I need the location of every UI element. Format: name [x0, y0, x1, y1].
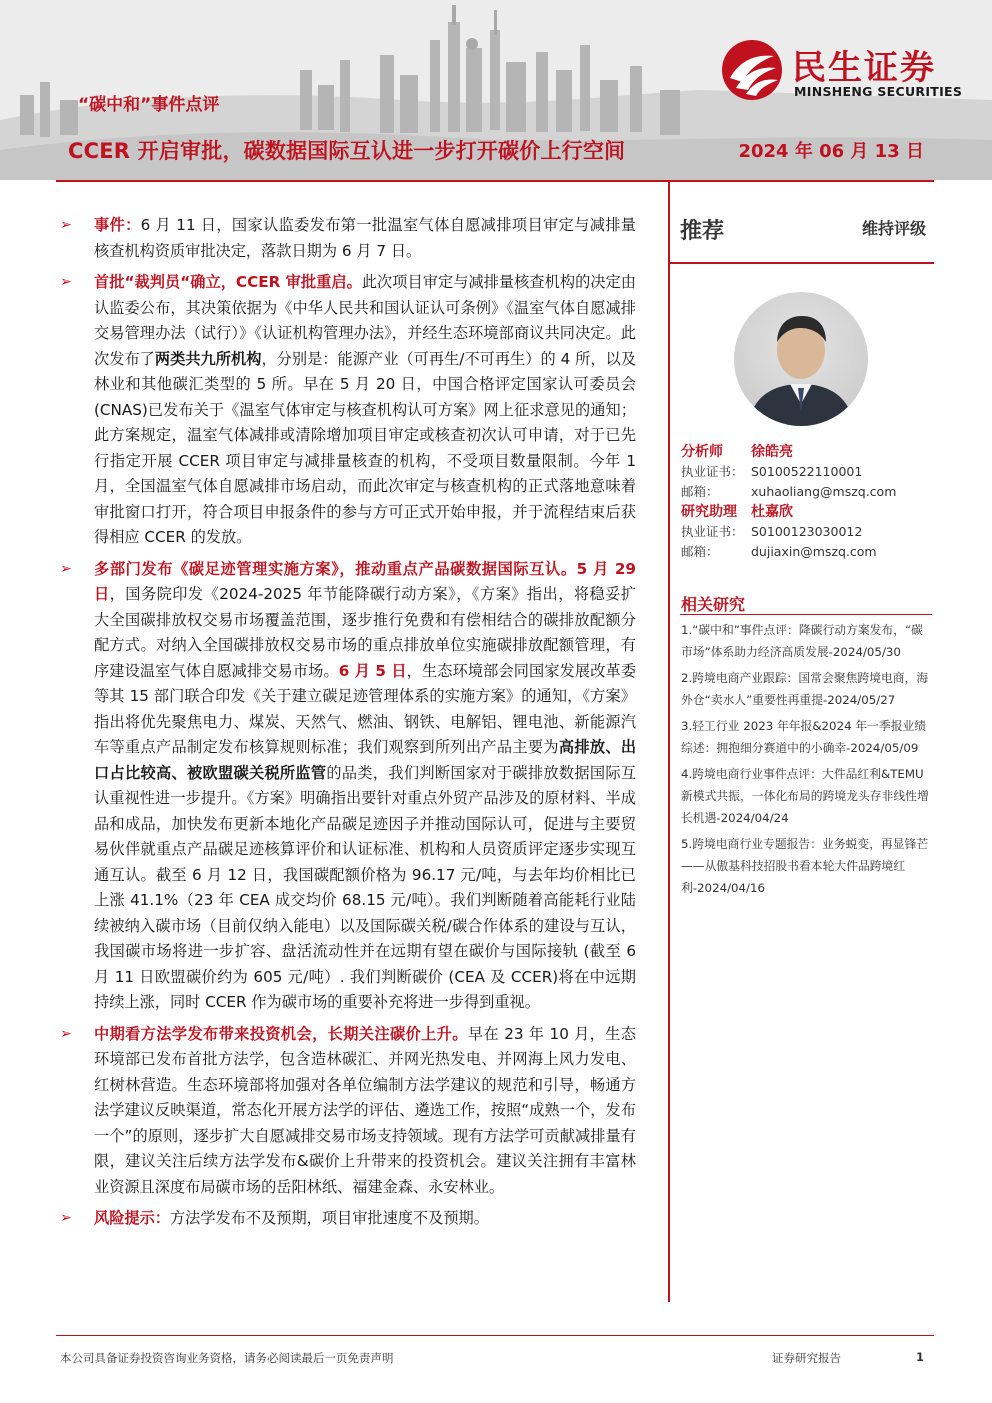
- related-research-list: [681, 619, 929, 903]
- rating-note: 维持评级: [861, 219, 926, 238]
- arrow-bullet-icon: ➢: [60, 1025, 72, 1042]
- report-body: [60, 213, 636, 1238]
- sidebar-divider: [670, 262, 934, 264]
- footer-disclaimer: 本公司具备证券投资咨询业务资格，请务必阅读最后一页免责声明: [60, 1351, 394, 1365]
- email-label: 邮箱：: [681, 544, 719, 559]
- assistant-cert: S0100123030012: [751, 524, 863, 539]
- logo-text-cn: 民生证券: [792, 48, 936, 88]
- minsheng-logo: [720, 36, 970, 106]
- paragraph-methodology: [60, 1022, 636, 1201]
- arrow-bullet-icon: ➢: [60, 560, 72, 577]
- paragraph-text: 此次项目审定与减排量核查机构的决定由认监委公布，其决策依据为《中华人民共和国认证认可条例》《温室气体自愿减排交易管理办法（试行）》《认证机构管理办法》，并经生态环境部商议共同决定。此次发布了: [94, 273, 636, 368]
- report-date: 2024 年 06 月 13 日: [738, 141, 924, 162]
- analyst-name-row: [681, 442, 931, 462]
- paragraph-risk: [60, 1206, 636, 1232]
- paragraph-lead: 风险提示：: [94, 1209, 170, 1227]
- cert-label: 执业证书：: [681, 524, 744, 539]
- paragraph-emphasis: 两类共九所机构: [154, 349, 262, 368]
- related-research-item[interactable]: 1.“碳中和”事件点评：降碳行动方案发布，“碳市场”体系助力经济高质发展-2024/05/30: [681, 623, 923, 659]
- analyst-label: 分析师: [681, 444, 723, 460]
- column-divider: [668, 182, 670, 1302]
- analyst-portrait-icon: [734, 292, 868, 426]
- assistant-name: 杜嘉欣: [751, 504, 793, 520]
- sidebar: [680, 200, 934, 262]
- paragraph-emphasis: 高排放、出口占比较高、被欧盟碳关税所监管: [94, 738, 637, 782]
- related-research-divider: [680, 614, 932, 615]
- analyst-cert-row: [681, 462, 931, 482]
- paragraph-text: 6 月 11 日，国家认监委发布第一批温室气体自愿减排项目审定与减排量核查机构资质审批决定，落款日期为 6 月 7 日。: [94, 216, 636, 260]
- related-research-item[interactable]: 3.轻工行业 2023 年年报&2024 年一季报业绩综述：拥抱细分赛道中的小确幸-2024/05/09: [681, 719, 927, 755]
- header-divider: [56, 180, 934, 182]
- logo-mark-icon: [720, 38, 784, 102]
- email-label: 邮箱：: [681, 484, 719, 499]
- assistant-email-row: [681, 542, 931, 562]
- assistant-name-row: [681, 502, 931, 522]
- paragraph-text: 方法学发布不及预期，项目审批速度不及预期。: [169, 1209, 489, 1227]
- header-banner: [0, 0, 992, 180]
- paragraph-text: ，国务院印发《2024-2025 年节能降碳行动方案》，《方案》指出，将稳妥扩大全国碳排放权交易市场覆盖范围，逐步推行免费和有偿相结合的碳排放配额分配方式。对纳入全国碳排放权交易市场的重点排放单位实施碳排放配额管理，有序建设温室气体自愿减排交易市场。: [94, 585, 636, 680]
- analyst-email[interactable]: xuhaoliang@mszq.com: [751, 484, 897, 499]
- paragraph-emphasis: 5 月 29 日: [94, 559, 637, 603]
- paragraph-lead: 首批“裁判员“确立，CCER 审批重启。: [94, 273, 362, 291]
- paragraph-text: 早在 23 年 10 月，生态环境部已发布首批方法学，包含造林碳汇、并网光热发电、并网海上风力发电、红树林营造。生态环境部将加强对各单位编制方法学建议的规范和引导，畅通方法学建议反映渠道，常态化开展方法学的评估、遴选工作，按照“成熟一个，发布一个”的原则，逐步扩大自愿减排交易市场支持领域。现有方法学可贡献减排量有限，建议关注后续方法学发布&碳价上升带来的投资机会。建议关注拥有丰富林业资源且深度布局碳市场的岳阳林纸、福建金森、永安林业。: [94, 1024, 637, 1196]
- footer-doc-type: 证券研究报告: [772, 1351, 841, 1365]
- report-category-tag: “碳中和”事件点评: [78, 95, 220, 115]
- paragraph-emphasis: 6 月 5 日: [338, 661, 407, 680]
- rating-value: 推荐: [680, 219, 725, 244]
- paragraph-ccer-restart: [60, 270, 636, 551]
- analyst-info: [681, 442, 931, 562]
- analyst-avatar: [734, 292, 868, 426]
- related-research-item[interactable]: 4.跨境电商行业事件点评：大件品红利&TEMU 新模式共振，一体化布局的跨境龙头存非线性增长机遇-2024/04/24: [681, 767, 929, 825]
- related-research-title: 相关研究: [681, 595, 746, 614]
- assistant-cert-row: [681, 522, 931, 542]
- assistant-email[interactable]: dujiaxin@mszq.com: [751, 544, 877, 559]
- page-number: 1: [916, 1350, 925, 1364]
- analyst-cert: S0100522110001: [751, 464, 863, 479]
- paragraph-carbon-footprint: [60, 557, 636, 1016]
- assistant-label: 研究助理: [681, 504, 737, 520]
- paragraph-event: [60, 213, 636, 264]
- footer-divider: [56, 1335, 934, 1336]
- paragraph-text: 的品类，我们判断国家对于碳排放数据国际互认重视性进一步提升。《方案》明确指出要针对重点外贸产品涉及的原材料、半成品和成品，加快发布更新本地化产品碳足迹因子并推动国际认可，促进与主要贸易伙伴就重点产品碳足迹核算评价和认证标准、机构和人员资质评定逐步实现互通互认。截至 6 月 12 日，我国碳配额价格为 96.17 元/吨，与去年均价相比已上涨 41.1%（23 年 CEA 成交均价 68.15 元/吨）。我们判断随着高能耗行业陆续被纳入碳市场（目前仅纳入能电）以及国际碳关税/碳合作体系的建设与互认，我国碳市场将进一步扩容、盘活流动性并在远期有望在碳价与国际接轨 (截至 6 月 11 日欧盟碳价约为 605 元/吨）. 我们判断碳价 (CEA 及 CCER)将在中远期持续上涨，同时 CCER 作为碳市场的重要补充将进一步得到重视。: [94, 763, 637, 1011]
- paragraph-text: ，分别是：能源产业（可再生/不可再生）的 4 所，以及林业和其他碳汇类型的 5 所。早在 5 月 20 日，中国合格评定国家认可委员会(CNAS)已发布关于《温室气体审定与核查机构认可方案》网上征求意见的通知；此方案规定，温室气体减排或清除增加项目审定或核查初次认可申请，对于已先行指定开展 CCER 项目审定与减排量核查的机构，不受项目数量限制。今年 1 月，全国温室气体自愿减排市场启动，而此次审定与核查机构的正式落地意味着审批窗口打开，符合项目申报条件的参与方可正式开始申报，并于流程结束后获得相应 CCER 的发放。: [94, 349, 637, 546]
- rating-row: [680, 200, 934, 262]
- paragraph-lead: 多部门发布《碳足迹管理实施方案》，推动重点产品碳数据国际互认。: [94, 559, 577, 578]
- logo-text-en: MINSHENG SECURITIES: [794, 84, 963, 99]
- paragraph-lead: 中期看方法学发布带来投资机会，长期关注碳价上升。: [94, 1024, 468, 1043]
- report-title: CCER 开启审批，碳数据国际互认进一步打开碳价上行空间: [68, 139, 626, 163]
- analyst-name: 徐皓亮: [751, 444, 793, 460]
- analyst-email-row: [681, 482, 931, 502]
- related-research-item[interactable]: 2.跨境电商产业跟踪：国常会聚焦跨境电商，海外仓“卖水人”重要性再重提-2024/05/27: [681, 671, 929, 707]
- paragraph-text: ，生态环境部会同国家发展改革委等其 15 部门联合印发《关于建立碳足迹管理体系的实施方案》的通知，《方案》指出将优先聚焦电力、煤炭、天然气、燃油、钢铁、电解铝、锂电池、新能源汽车等重点产品制定发布核算规则标准；我们观察到所列出产品主要为: [94, 661, 637, 756]
- related-research-item[interactable]: 5.跨境电商行业专题报告：业务蜕变，再显锋芒——从傲基科技招股书看本轮大件品跨境红利-2024/04/16: [681, 837, 929, 895]
- cert-label: 执业证书：: [681, 464, 744, 479]
- arrow-bullet-icon: ➢: [60, 1210, 72, 1226]
- arrow-bullet-icon: ➢: [60, 217, 72, 233]
- paragraph-lead: 事件：: [94, 216, 141, 234]
- arrow-bullet-icon: ➢: [60, 274, 72, 290]
